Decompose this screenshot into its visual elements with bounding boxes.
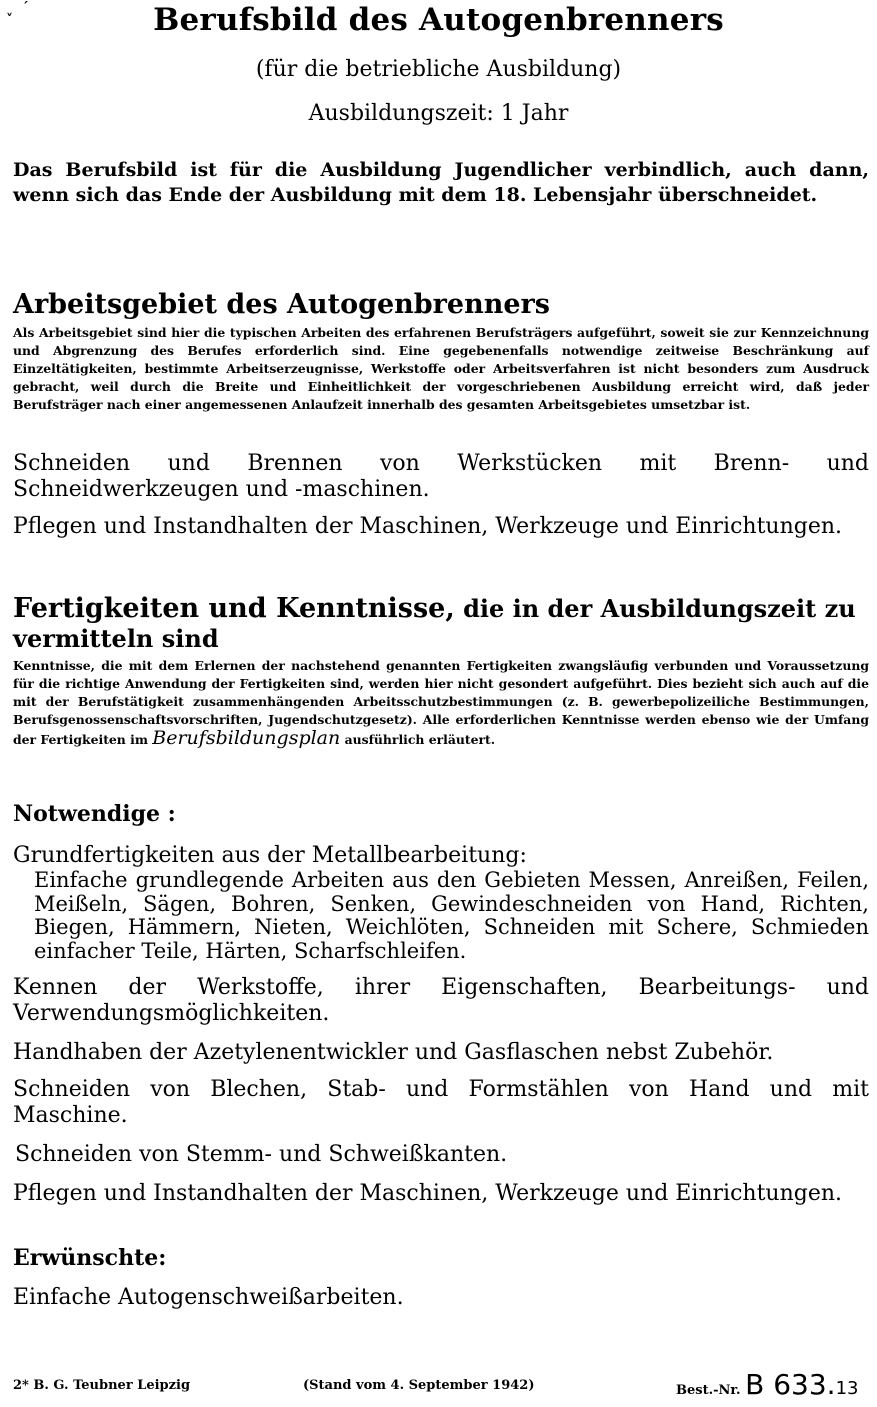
fertigkeiten-heading-rest: die in der Ausbildungszeit zu vermitteln sind: [13, 594, 856, 653]
footer-order-label: Best.-Nr.: [676, 1383, 741, 1398]
footer-order-suffix: 13: [835, 1378, 859, 1399]
notwendige-item: Pflegen und Instandhalten der Maschinen, Werkzeuge und Einrichtungen.: [13, 1181, 843, 1206]
arbeitsgebiet-heading: Arbeitsgebiet des Autogenbrenners: [13, 289, 550, 320]
fertigkeiten-note-end: ausführlich erläutert.: [340, 732, 496, 747]
notwendige-item: Kennen der Werkstoffe, ihrer Eigenschaften, Bearbeitungs- und Verwendungsmöglichkeiten.: [13, 975, 869, 1026]
erwuenschte-item: Einfache Autogenschweißarbeiten.: [13, 1285, 404, 1310]
arbeitsgebiet-note: Als Arbeitsgebiet sind hier die typischen Arbeiten des erfahrenen Berufsträgers aufgeführt, soweit sie zur Kennzeichnung und Abgrenzung des Berufes erforderlich sind. Eine gegebenenfalls notwendige zeitweise Beschränkung auf Einzeltätigkeiten, bestimmte Arbeitserzeugnisse, Werkstoffe oder Arbeitsverfahren ist nicht besonders zum Ausdruck gebracht, weil durch die Breite und Einheitlichkeit der vorgeschriebenen Ausbildung erreicht wird, daß jeder Berufsträger nach einer angemessenen Anlaufzeit innerhalb des gesamten Arbeitsgebietes umsetzbar ist.: [13, 325, 869, 412]
notwendige-item: Handhaben der Azetylenentwickler und Gasflaschen nebst Zubehör.: [13, 1040, 774, 1065]
grund-detail: Einfache grundlegende Arbeiten aus den Gebieten Messen, Anreißen, Feilen, Meißeln, Sägen, Bohren, Senken, Gewindeschneiden von Hand, Richten, Biegen, Hämmern, Nieten, Weichlöten, Schneiden mit Schere, Schmieden einfacher Teile, Härten, Scharfschleifen.: [34, 868, 869, 963]
intro-paragraph: Das Berufsbild ist für die Ausbildung Jugendlicher verbindlich, auch dann, wenn sich das Ende der Ausbildung mit dem 18. Lebensjahr überschneidet.: [13, 159, 869, 206]
footer-publisher: 2* B. G. Teubner Leipzig: [13, 1378, 191, 1393]
notwendige-heading: Notwendige :: [13, 801, 176, 827]
fertigkeiten-heading: [13, 594, 873, 654]
fertigkeiten-note-text: Kenntnisse, die mit dem Erlernen der nachstehend genannten Fertigkeiten zwangsläufig verbunden und Voraussetzung für die richtige Anwendung der Fertigkeiten sind, werden hier nicht gesondert aufgeführt. Dies bezieht sich auch auf die mit der Berufstätigkeit zusammenhängenden Arbeitsschutzbestimmungen (z. B. gewerbepolizeiliche Bestimmungen, Berufsgenossenschaftsvorschriften, Jugendschutzgesetz). Alle erforderlichen Kenntnisse werden ebenso wie der Umfang der Fertigkeiten im: [13, 658, 869, 747]
notwendige-item: Schneiden von Stemm- und Schweißkanten.: [15, 1142, 508, 1167]
page-subtitle: (für die betriebliche Ausbildung): [255, 57, 622, 82]
page-title: Berufsbild des Autogenbrenners: [153, 2, 724, 38]
grund-heading: Grundfertigkeiten aus der Metallbearbeitung:: [13, 843, 527, 868]
fertigkeiten-heading-bold: Fertigkeiten und Kenntnisse,: [13, 593, 455, 624]
fertigkeiten-note: [13, 657, 869, 749]
footer-order-value: B 633.: [745, 1368, 836, 1401]
arbeitsgebiet-item: Pflegen und Instandhalten der Maschinen, Werkzeuge und Einrichtungen.: [13, 514, 843, 539]
fertigkeiten-note-italic: Berufsbildungsplan: [152, 727, 341, 749]
footer-date: (Stand vom 4. September 1942): [303, 1378, 535, 1393]
erwuenschte-heading: Erwünschte:: [13, 1245, 167, 1271]
training-duration: Ausbildungszeit: 1 Jahr: [308, 101, 569, 126]
corner-mark: ˬ ˊ: [6, 0, 31, 16]
notwendige-item: Schneiden von Blechen, Stab- und Formstählen von Hand und mit Maschine.: [13, 1077, 869, 1128]
arbeitsgebiet-item: Schneiden und Brennen von Werkstücken mit Brenn- und Schneidwerkzeugen und -maschinen.: [13, 451, 869, 502]
footer-order-number: [676, 1368, 858, 1401]
